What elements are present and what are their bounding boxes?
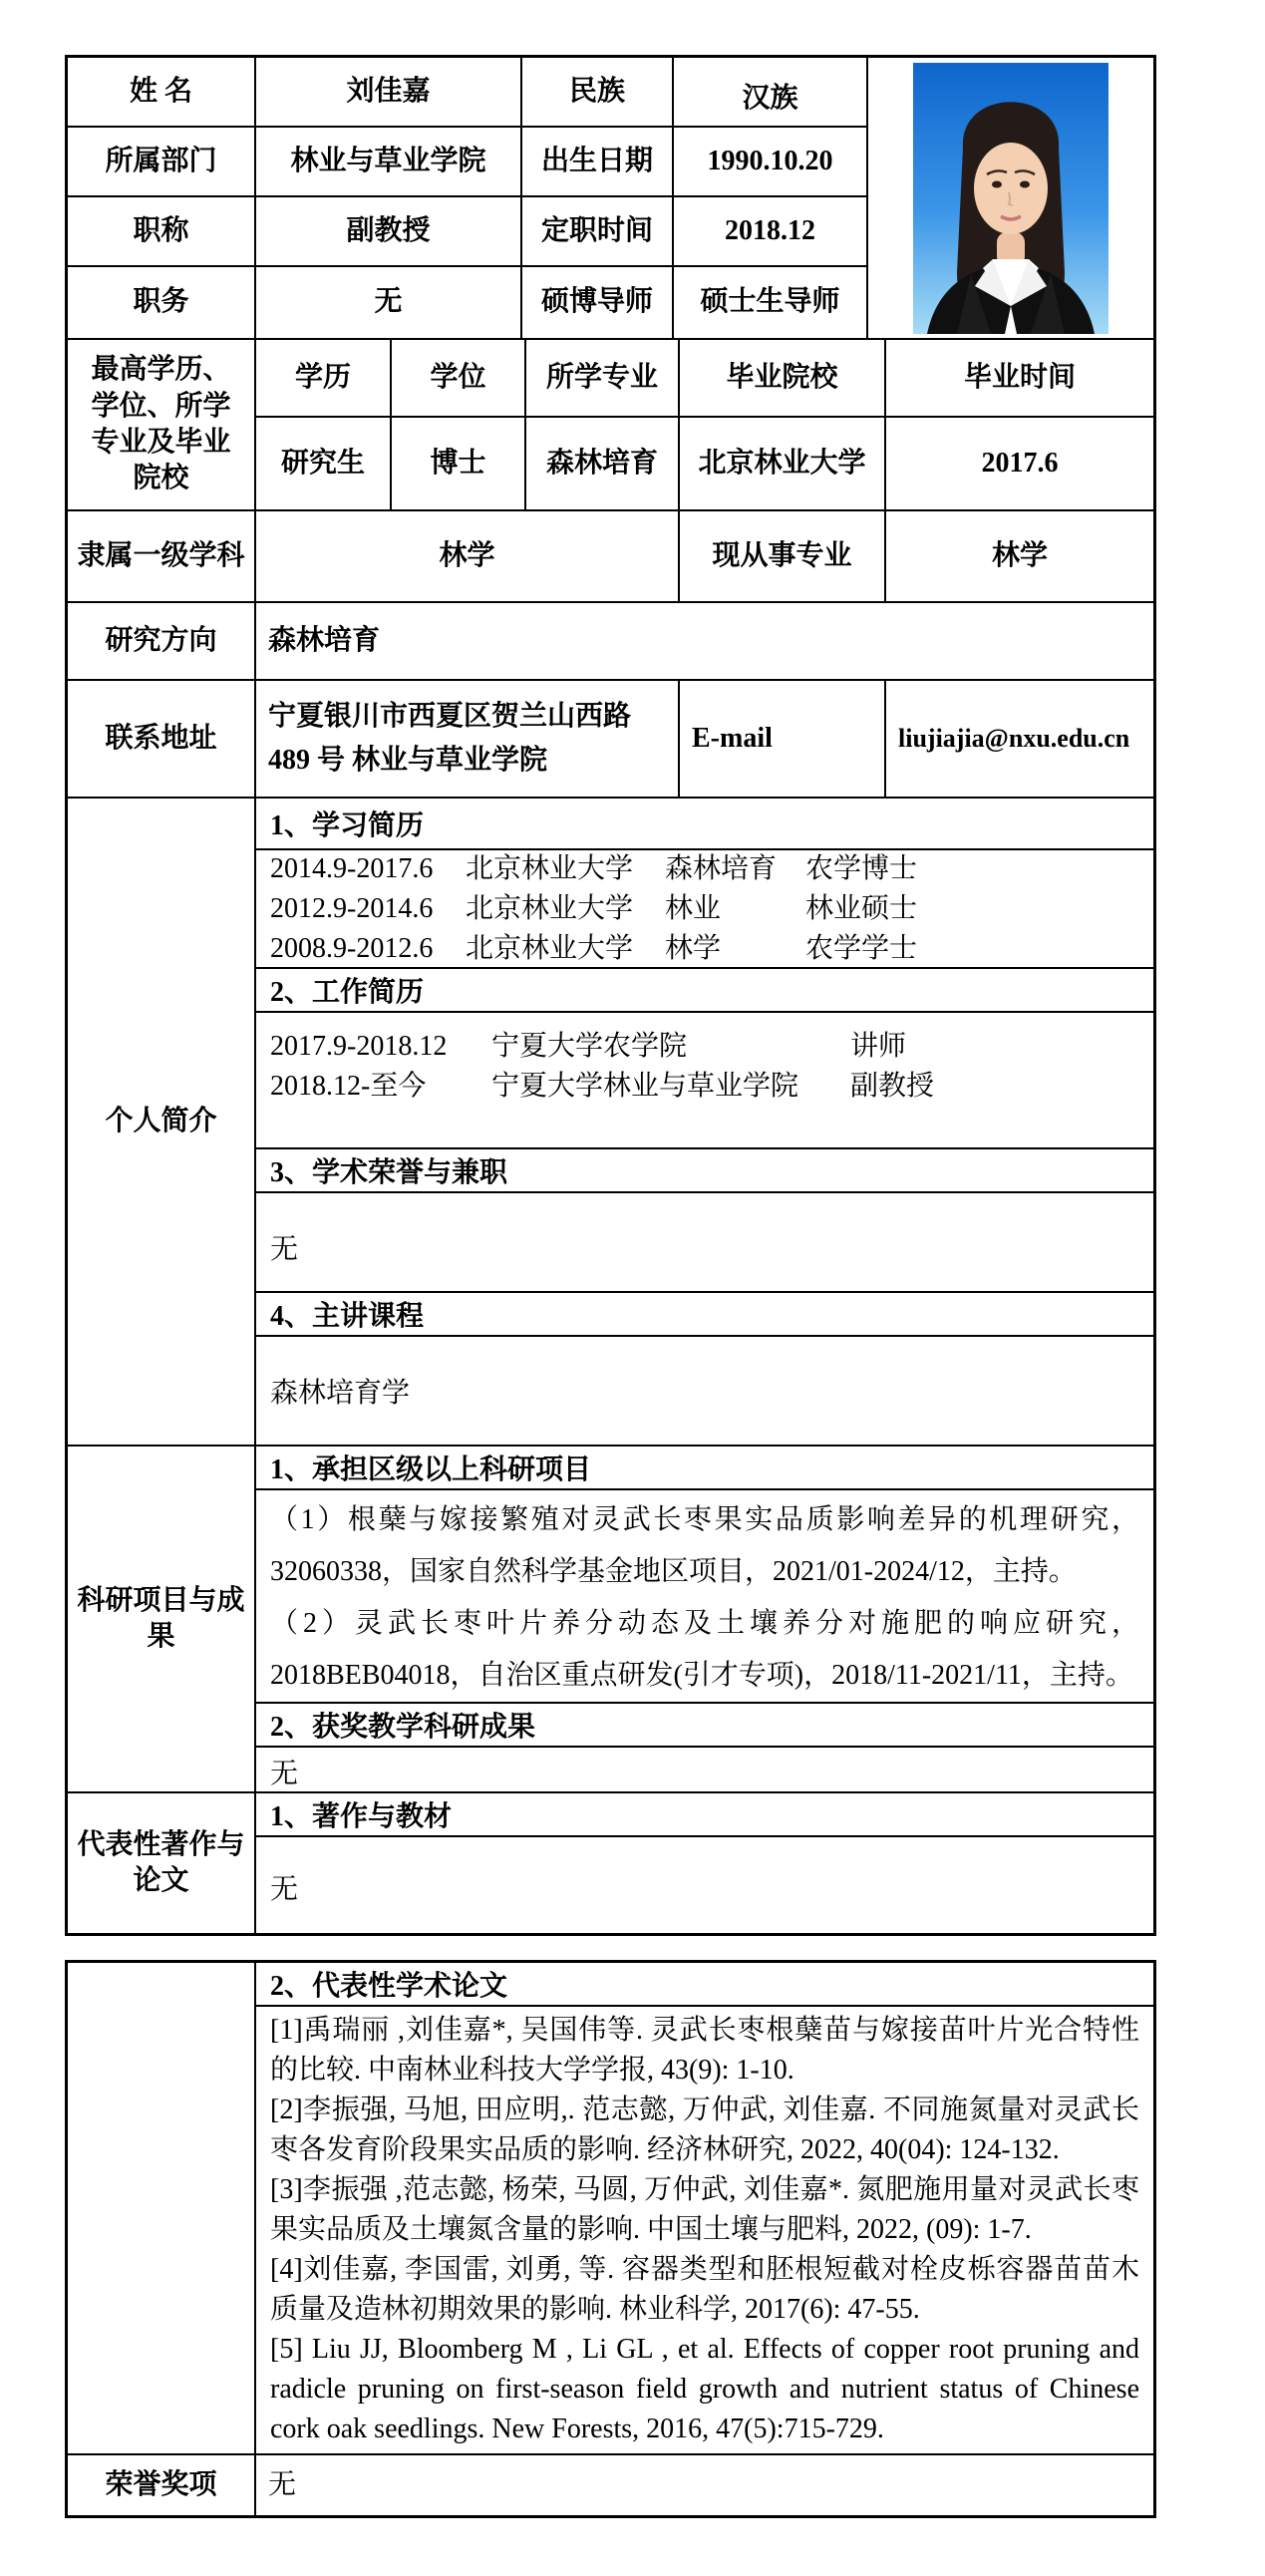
edu-header-degree: 学位 bbox=[392, 340, 526, 418]
department-label: 所属部门 bbox=[68, 128, 256, 197]
works-label: 代表性著作与论文 bbox=[68, 1793, 256, 1933]
profile-group bbox=[68, 799, 1153, 1447]
awards-value: 无 bbox=[256, 1748, 1153, 1793]
papers-title: 2、代表性学术论文 bbox=[256, 1963, 1153, 2007]
edu-header-grad-time: 毕业时间 bbox=[886, 340, 1153, 418]
edu-value-degree: 博士 bbox=[392, 418, 526, 511]
study-degree: 林业硕士 bbox=[805, 892, 918, 924]
paper-item: [1]禹瑞丽 ,刘佳嘉*, 吴国伟等. 灵武长枣根蘖苗与嫁接苗叶片光合特性的比较. 中南林业科技大学学报, 43(9): 1-10. bbox=[270, 2015, 1139, 2086]
projects-list bbox=[256, 1490, 1153, 1704]
edu-value-grad-time: 2017.6 bbox=[886, 418, 1153, 511]
supervisor-label: 硕博导师 bbox=[522, 267, 674, 340]
paper-item: [2]李振强, 马旭, 田应明,. 范志懿, 万仲武, 刘佳嘉. 不同施氮量对灵武长枣各发育阶段果实品质的影响. 经济林研究, 2022, 40(04): 124-132. bbox=[270, 2094, 1139, 2165]
edu-header-degree-level: 学历 bbox=[256, 340, 392, 418]
post-value: 无 bbox=[256, 267, 522, 340]
discipline-label: 隶属一级学科 bbox=[68, 511, 256, 603]
title-label: 职称 bbox=[68, 197, 256, 267]
edu-header-school: 毕业院校 bbox=[680, 340, 886, 418]
photo-cell bbox=[868, 58, 1153, 340]
paper-item: [5] Liu JJ, Bloomberg M , Li GL , et al. Effects of copper root pruning and radicle pruning on first-season field growth and nutrient status of Chinese cork oak seedlings. New Forests, 2016, 47(5):715-729. bbox=[270, 2334, 1139, 2444]
ethnicity-label: 民族 bbox=[522, 58, 674, 128]
books-value: 无 bbox=[270, 1874, 299, 1905]
papers-list bbox=[256, 2007, 1153, 2455]
papers-group bbox=[68, 1963, 1153, 2455]
education-group bbox=[68, 340, 1153, 511]
department-value: 林业与草业学院 bbox=[256, 128, 522, 197]
profile-label: 个人简介 bbox=[68, 799, 256, 1447]
edu-value-degree-level: 研究生 bbox=[256, 418, 392, 511]
email-label: E-mail bbox=[680, 681, 886, 799]
paper-item: [3]李振强 ,范志懿, 杨荣, 马圆, 万仲武, 刘佳嘉*. 氮肥施用量对灵武长枣果实品质及土壤氮含量的影响. 中国土壤与肥料, 2022, (09): 1-7. bbox=[270, 2174, 1139, 2245]
honor-awards-label: 荣誉奖项 bbox=[68, 2455, 256, 2515]
row-title bbox=[68, 197, 868, 267]
study-degree: 农学学士 bbox=[805, 932, 918, 964]
current-major-value: 林学 bbox=[886, 511, 1153, 603]
education-row-label: 最高学历、学位、所学专业及毕业院校 bbox=[68, 340, 256, 511]
row-department bbox=[68, 128, 868, 197]
contact-row bbox=[68, 681, 1153, 799]
discipline-row bbox=[68, 511, 1153, 603]
education-header-row bbox=[256, 340, 1153, 418]
current-major-label: 现从事专业 bbox=[680, 511, 886, 603]
resume-sheet bbox=[65, 55, 1265, 2518]
edu-value-school: 北京林业大学 bbox=[680, 418, 886, 511]
honor-awards-value: 无 bbox=[268, 2468, 297, 2500]
appointment-value: 2018.12 bbox=[674, 197, 868, 267]
paper-item: [4]刘佳嘉, 李国雷, 刘勇, 等. 容器类型和胚根短截对栓皮栎容器苗苗木质量及造林初期效果的影响. 林业科学, 2017(6): 47-55. bbox=[270, 2254, 1139, 2325]
academic-honors-value: 无 bbox=[256, 1193, 1153, 1293]
study-school: 北京林业大学 bbox=[466, 932, 634, 964]
resume-table-main bbox=[65, 55, 1156, 1936]
courses-title: 4、主讲课程 bbox=[256, 1293, 1153, 1337]
row-name bbox=[68, 58, 868, 128]
research-group bbox=[68, 1447, 1153, 1793]
study-period: 2008.9-2012.6 bbox=[270, 932, 434, 964]
honor-awards-row bbox=[68, 2455, 1153, 2515]
page-break-gap bbox=[65, 1936, 1265, 1960]
study-item bbox=[270, 929, 1139, 969]
portrait-photo bbox=[913, 63, 1108, 334]
work-item bbox=[270, 1067, 1139, 1107]
works-group bbox=[68, 1793, 1153, 1933]
study-item bbox=[270, 889, 1139, 929]
appointment-label: 定职时间 bbox=[522, 197, 674, 267]
row-post bbox=[68, 267, 868, 340]
contact-label: 联系地址 bbox=[68, 681, 256, 799]
edu-value-major: 森林培育 bbox=[526, 418, 680, 511]
work-history-list bbox=[256, 1013, 1153, 1149]
research-direction-row bbox=[68, 603, 1153, 681]
name-value: 刘佳嘉 bbox=[256, 58, 522, 128]
work-period: 2017.9-2018.12 bbox=[270, 1031, 448, 1062]
papers-left-empty-cell bbox=[68, 1963, 256, 2455]
work-history-title: 2、工作简历 bbox=[256, 969, 1153, 1013]
birthdate-label: 出生日期 bbox=[522, 128, 674, 197]
study-period: 2014.9-2017.6 bbox=[270, 852, 434, 884]
project-item: （1）根蘖与嫁接繁殖对灵武长枣果实品质影响差异的机理研究，32060338，国家自然科学基金地区项目，2021/01-2024/12，主持。 bbox=[270, 1504, 1139, 1587]
work-title: 讲师 bbox=[850, 1031, 907, 1062]
study-degree: 农学博士 bbox=[805, 852, 918, 884]
study-major: 森林培育 bbox=[665, 852, 778, 884]
study-item bbox=[270, 849, 1139, 889]
work-org: 宁夏大学农学院 bbox=[491, 1031, 688, 1062]
project-item: （2）灵武长枣叶片养分动态及土壤养分对施肥的响应研究，2018BEB04018，自治区重点研发(引才专项)，2018/11-2021/11，主持。 bbox=[270, 1608, 1139, 1691]
basic-info-group bbox=[68, 58, 1153, 340]
work-title: 副教授 bbox=[850, 1071, 935, 1102]
work-org: 宁夏大学林业与草业学院 bbox=[491, 1071, 799, 1102]
books-title: 1、著作与教材 bbox=[256, 1793, 1153, 1837]
academic-honors-title: 3、学术荣誉与兼职 bbox=[256, 1149, 1153, 1193]
projects-title: 1、承担区级以上科研项目 bbox=[256, 1447, 1153, 1490]
email-value: liujiajia@nxu.edu.cn bbox=[886, 681, 1153, 799]
contact-address: 宁夏银川市西夏区贺兰山西路 489 号 林业与草业学院 bbox=[256, 681, 680, 799]
work-period: 2018.12-至今 bbox=[270, 1071, 427, 1102]
study-history-title: 1、学习简历 bbox=[256, 799, 1153, 850]
post-label: 职务 bbox=[68, 267, 256, 340]
birthdate-value: 1990.10.20 bbox=[674, 128, 868, 197]
ethnicity-value: 汉族 bbox=[674, 58, 868, 128]
name-label: 姓 名 bbox=[68, 58, 256, 128]
awards-title: 2、获奖教学科研成果 bbox=[256, 1704, 1153, 1748]
research-direction-label: 研究方向 bbox=[68, 603, 256, 681]
discipline-value: 林学 bbox=[256, 511, 680, 603]
study-major: 林学 bbox=[665, 932, 722, 964]
research-direction-value: 森林培育 bbox=[256, 603, 1153, 681]
resume-table-continued bbox=[65, 1960, 1156, 2518]
study-period: 2012.9-2014.6 bbox=[270, 892, 434, 924]
courses-value: 森林培育学 bbox=[256, 1337, 1153, 1447]
education-value-row bbox=[256, 418, 1153, 511]
research-label: 科研项目与成果 bbox=[68, 1447, 256, 1793]
supervisor-value: 硕士生导师 bbox=[674, 267, 868, 340]
study-major: 林业 bbox=[665, 892, 722, 924]
study-school: 北京林业大学 bbox=[466, 852, 634, 884]
study-school: 北京林业大学 bbox=[466, 892, 634, 924]
edu-header-major: 所学专业 bbox=[526, 340, 680, 418]
title-value: 副教授 bbox=[256, 197, 522, 267]
study-history-list bbox=[256, 850, 1153, 969]
work-item bbox=[270, 1027, 1139, 1067]
